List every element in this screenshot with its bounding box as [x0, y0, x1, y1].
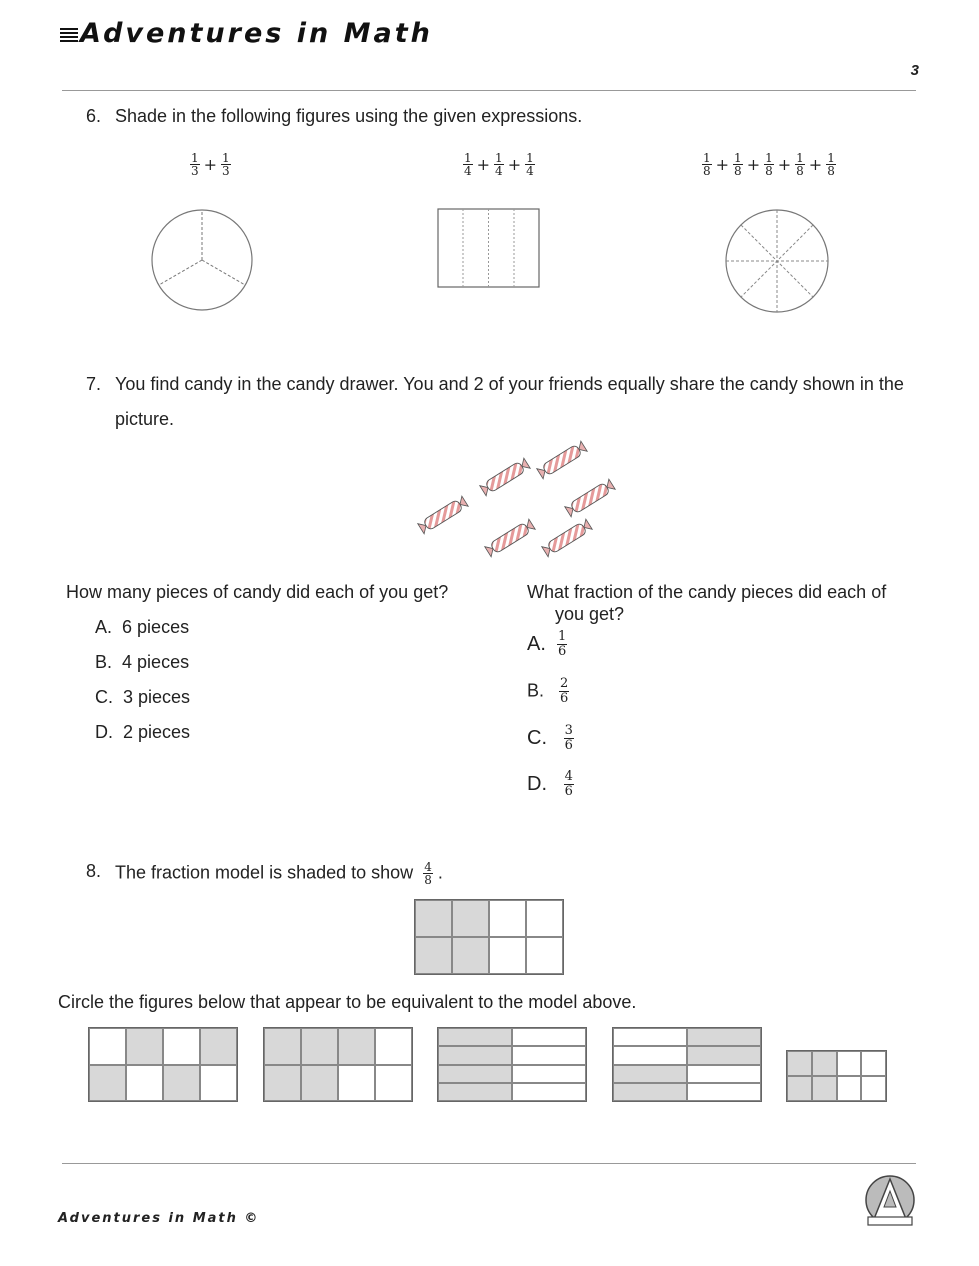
header-title: Adventures in Math	[60, 18, 433, 49]
q7-left-option-d[interactable]: D. 2 pieces	[95, 722, 191, 742]
q6-text: Shade in the following figures using the given expressions.	[115, 106, 583, 126]
q8-number: 8.	[86, 861, 102, 881]
footer-divider	[62, 1163, 916, 1164]
q7-left-option-b[interactable]: B. 4 pieces	[95, 652, 190, 672]
candy-picture	[415, 440, 620, 560]
circle-eighths-figure[interactable]	[722, 206, 832, 316]
q8-figure-5[interactable]	[786, 1050, 887, 1102]
rectangle-fourths-figure[interactable]	[437, 208, 541, 290]
q7-right-question-line1: What fraction of the candy pieces did each of	[527, 582, 887, 602]
q7-text-line2: picture.	[115, 409, 175, 429]
q7-left-option-c[interactable]: C. 3 pieces	[95, 687, 191, 707]
q8-figure-4[interactable]	[612, 1027, 762, 1102]
q7-right-option-a[interactable]: A. $\frac{1}{6}$	[527, 629, 567, 659]
adventures-logo-icon	[862, 1173, 918, 1229]
q8-fraction-model	[414, 899, 564, 975]
candy-piece-icon	[565, 479, 615, 517]
candy-piece-icon	[542, 519, 592, 557]
q8-figure-3[interactable]	[437, 1027, 587, 1102]
q8-figure-1[interactable]	[88, 1027, 238, 1102]
q6-number: 6.	[86, 106, 102, 126]
q6-expression-eighths: $\frac{1}{8}$ + $\frac{1}{8}$ + $\frac{1}{8}$ + $\frac{1}{8}$ + $\frac{1}{8}$	[703, 151, 835, 178]
header-divider	[62, 90, 916, 91]
q6-expression-thirds: $\frac{1}{3}$ + $\frac{1}{3}$	[191, 151, 230, 178]
q8-instruction: Circle the figures below that appear to be equivalent to the model above.	[58, 992, 637, 1012]
q7-right-question-line2: you get?	[555, 604, 625, 624]
q7-right-option-d[interactable]: D. $\frac{4}{6}$	[527, 769, 573, 799]
q7-text-line1: You find candy in the candy drawer. You and 2 of your friends equally share the candy shown in the	[115, 374, 904, 394]
candy-piece-icon	[480, 458, 530, 496]
candy-piece-icon	[485, 519, 535, 557]
page-number: 3	[910, 62, 919, 79]
q8-figure-2[interactable]	[263, 1027, 413, 1102]
q7-right-option-c[interactable]: C. $\frac{3}{6}$	[527, 723, 573, 753]
footer-title: Adventures in Math ©	[58, 1211, 260, 1226]
q6-expression-fourths: $\frac{1}{4}$ + $\frac{1}{4}$ + $\frac{1}{4}$	[464, 151, 534, 178]
speed-lines-icon	[60, 28, 78, 42]
circle-thirds-figure[interactable]	[148, 206, 256, 314]
candy-piece-icon	[418, 496, 468, 534]
q8-text: The fraction model is shaded to show $\frac{4}{8}$ .	[115, 860, 443, 887]
candy-piece-icon	[537, 441, 587, 479]
q7-left-question: How many pieces of candy did each of you get?	[66, 582, 449, 602]
q7-right-option-b[interactable]: B. $\frac{2}{6}$	[527, 676, 569, 706]
q7-left-option-a[interactable]: A. 6 pieces	[95, 617, 190, 637]
q7-number: 7.	[86, 374, 102, 394]
